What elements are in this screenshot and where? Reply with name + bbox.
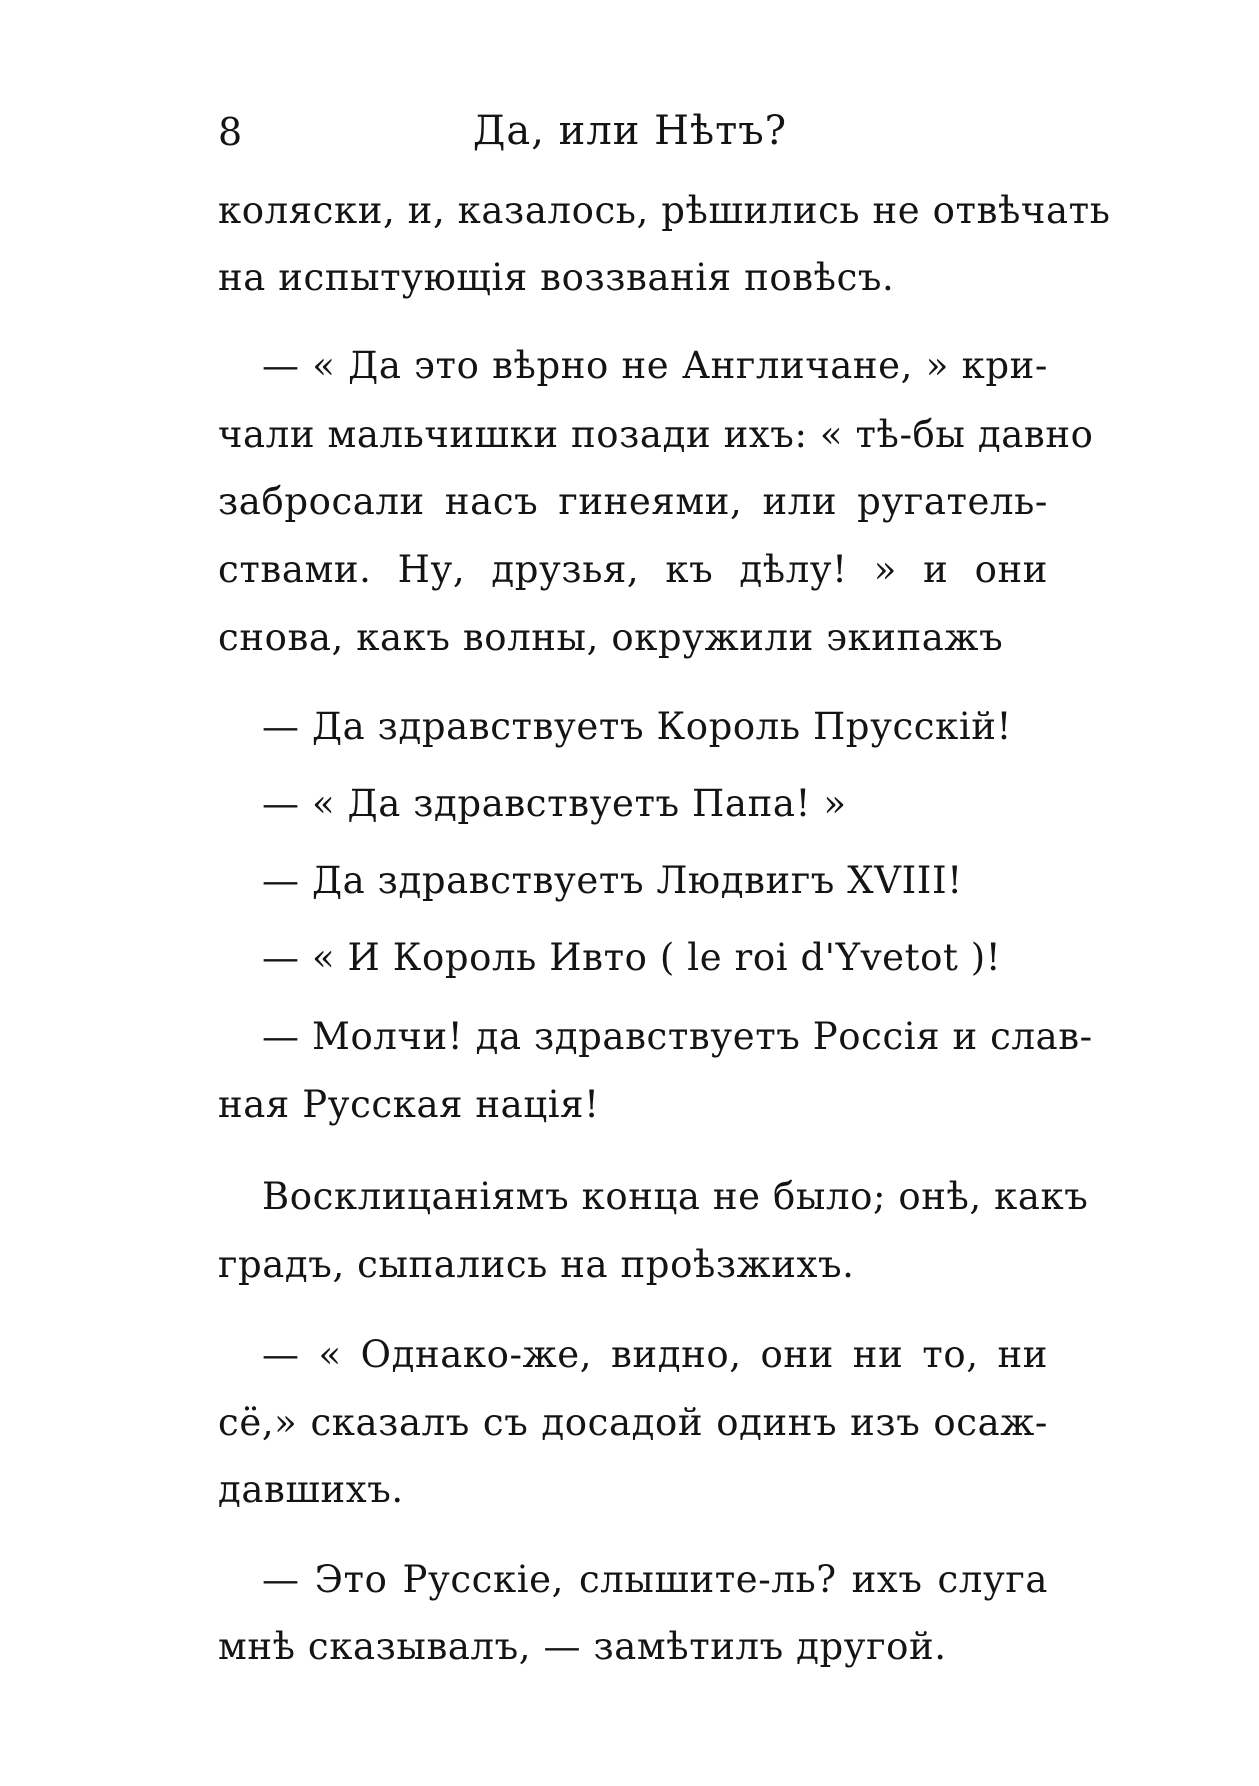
text-line: Восклицаніямъ конца не было; онѣ, какъ [262,1175,1089,1218]
text-line: мнѣ сказывалъ, — замѣтилъ другой. [218,1625,947,1668]
text-line: — « Да здравствуетъ Папа! » [262,782,847,825]
text-line: ствами. Ну, друзья, къ дѣлу! » и они [218,548,1048,591]
text-line: — « И Король Ивто ( le roi d'Yvetot )! [262,936,1002,979]
text-line: — Да здравствуетъ Людвигъ XVIII! [262,859,963,902]
text-line: коляски, и, казалось, рѣшились не отвѣчать [218,189,1111,232]
text-line: ная Русская нація! [218,1083,600,1126]
text-line: на испытующія воззванія повѣсъ. [218,256,895,299]
text-line: — « Однако-же, видно, они ни то, ни [262,1333,1048,1376]
text-line: забросали насъ гинеями, или ругатель- [218,480,1048,523]
text-line: — Это Русскіе, слышите-ль? ихъ слуга [262,1558,1048,1601]
text-line: чали мальчишки позади ихъ: « тѣ-бы давно [218,413,1094,456]
text-line: градъ, сыпались на проѣзжихъ. [218,1243,855,1286]
text-line: — Да здравствуетъ Король Прусскій! [262,705,1012,748]
text-line: снова, какъ волны, окружили экипажъ [218,616,1004,659]
running-title: Да, или Нѣтъ? [472,108,788,154]
text-line: сё,» сказалъ съ досадой одинъ изъ осаж- [218,1401,1048,1444]
text-line: — Молчи! да здравствуетъ Россія и слав- [262,1015,1093,1058]
page-number: 8 [218,110,243,154]
text-line: давшихъ. [218,1468,404,1511]
text-line: — « Да это вѣрно не Англичане, » кри- [262,344,1048,387]
